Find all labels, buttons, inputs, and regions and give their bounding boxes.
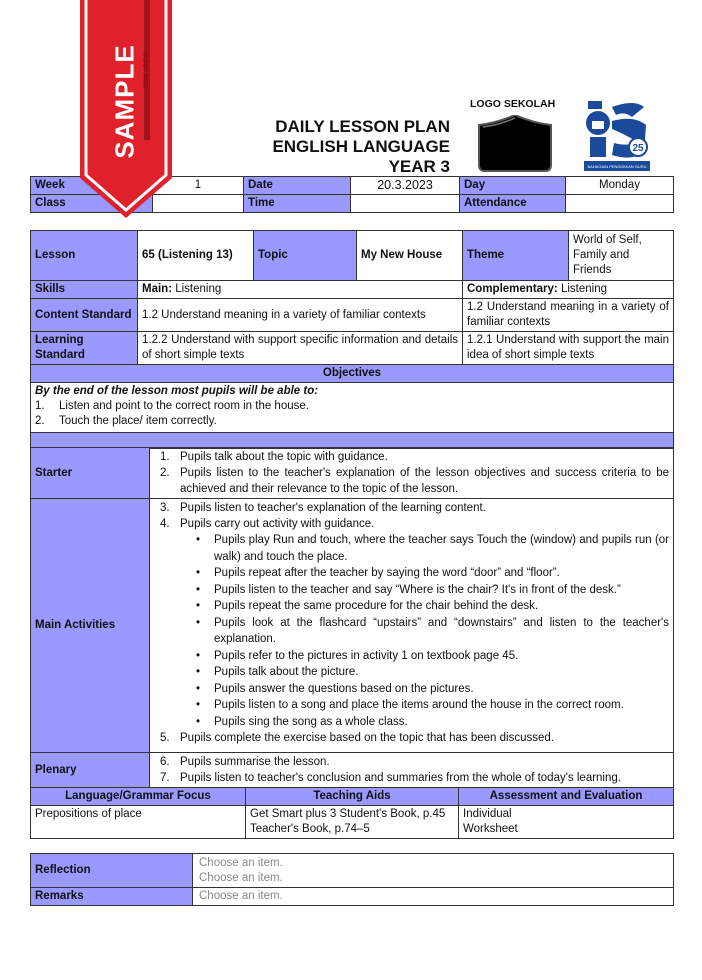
assessment-line: Worksheet [463,823,518,835]
main-prefix: Main: [142,283,173,295]
lesson-value: 65 (Listening 13) [138,231,254,281]
attendance-label: Attendance [460,195,566,213]
time-value[interactable] [351,195,460,213]
bullet-text: Pupils play Run and touch, where the teacher says Touch the (window) and pupils run (or walk) and touch the place. [214,534,669,563]
focus-table [30,787,674,839]
starter-body [150,448,674,499]
day-value[interactable]: Monday [566,177,674,195]
activity-bullet [154,532,669,565]
main-step [154,730,669,746]
reflection-table [30,853,674,906]
bullet-dot-icon: • [196,699,201,711]
focus-label: Language/Grammar Focus [31,788,246,806]
step-text: Pupils listen to teacher's conclusion and summaries from the whole of today's learning. [180,772,621,784]
activity-bullet [154,664,669,681]
lesson-label: Lesson [31,231,138,281]
page-title [230,117,450,177]
theme-value: World of Self, Family and Friends [569,231,674,281]
step-number: 3. [160,502,170,514]
content-standard-main: 1.2 Understand meaning in a variety of familiar contexts [138,299,463,332]
objectives-intro: By the end of the lesson most pupils will be able to: [35,385,319,397]
topic-value: My New House [357,231,463,281]
activity-bullet [154,582,669,599]
plenary-item [154,770,669,786]
step-number: 2. [160,467,170,479]
aids-value: Get Smart plus 3 Student's Book, p.45 Teacher's Book, p.74–5 [246,806,459,839]
step-number: 7. [160,772,170,784]
reflection-label: Reflection [31,854,193,888]
time-label: Time [244,195,351,213]
bullet-dot-icon: • [196,649,201,662]
focus-value: Prepositions of place [31,806,246,839]
step-text: Pupils listen to the teacher's explanation of the lesson objectives and success criteria to be achieved and their relevance to the topic of the lesson. [180,467,669,495]
bullet-dot-icon: • [196,666,201,678]
remarks-select[interactable]: Choose an item. [193,888,674,906]
school-logo-placeholder-icon [475,115,555,173]
objective-text: Listen and point to the correct room in the house. [59,400,309,412]
objective-number: 2. [35,415,45,427]
bullet-text: Pupils repeat the same procedure for the chair behind the desk. [214,600,539,612]
learning-standard-label: Learning Standard [31,332,138,365]
remarks-label: Remarks [31,888,193,906]
week-label: Week [31,177,153,195]
bullet-text: Pupils listen to a song and place the items around the house in the correct room. [214,699,624,711]
plenary-item [154,754,669,770]
assessment-line: Individual [463,808,512,820]
day-label: Day [460,177,566,195]
activity-bullet [154,714,669,731]
reflection-select[interactable]: Choose an item. [199,856,283,869]
theme-label: Theme [463,231,569,281]
activity-bullet [154,648,669,665]
step-text: Pupils talk about the topic with guidance. [180,451,388,463]
attendance-value[interactable] [566,195,674,213]
plenary-label: Plenary [31,753,150,788]
skills-label: Skills [31,281,138,299]
sample-ribbon [80,0,172,220]
date-value[interactable]: 20.3.2023 [351,177,460,195]
learning-standard-main: 1.2.2 Understand with support specific information and details of short simple texts [138,332,463,365]
objective-text: Touch the place/ item correctly. [59,415,217,427]
emblem-caption: BAHAGIAN PENDIDIKAN GURU [587,164,647,169]
content-standard-label: Content Standard [31,299,138,332]
plenary-body [150,753,674,788]
bullet-text: Pupils refer to the pictures in activity 1 on textbook page 45. [214,649,519,662]
skills-comp [463,281,674,299]
bullet-text: Pupils listen to the teacher and say “Where is the chair? It's in front of the desk.” [214,583,621,596]
step-number: 1. [160,451,170,463]
reflection-dropdowns [193,854,674,888]
ministry-emblem-icon [582,97,652,173]
activities-table [30,447,674,788]
title-line: DAILY LESSON PLAN [275,117,450,136]
bullet-dot-icon: • [196,715,201,728]
bullet-dot-icon: • [196,682,201,695]
starter-label: Starter [31,448,150,499]
step-number: 4. [160,518,170,530]
bullet-dot-icon: • [196,534,201,546]
content-standard-comp: 1.2 Understand meaning in a variety of familiar contexts [463,299,674,332]
objective-item [35,399,669,414]
step-text: Pupils summarise the lesson. [180,756,330,768]
objectives-header: Objectives [31,365,674,383]
aids-label: Teaching Aids [246,788,459,806]
objective-item [35,414,669,429]
bullet-dot-icon: • [196,567,201,579]
starter-item [154,449,669,465]
ribbon-small-text: ERMI ARIFIN [144,0,150,140]
comp-skill: Listening [560,283,607,295]
logo-label: LOGO SEKOLAH [470,98,556,110]
bullet-dot-icon: • [196,583,201,596]
main-activities-body [150,499,674,753]
main-skill: Listening [175,283,222,295]
bullet-dot-icon: • [196,600,201,612]
learning-standard-comp: 1.2.1 Understand with support the main idea of short simple texts [463,332,674,365]
assessment-label: Assessment and Evaluation [459,788,674,806]
activity-bullet [154,565,669,582]
main-step [154,516,669,532]
bullet-text: Pupils sing the song as a whole class. [214,715,408,728]
activity-bullet [154,697,669,714]
subtitle-line: ENGLISH LANGUAGE YEAR 3 [272,137,450,176]
reflection-select[interactable]: Choose an item. [199,871,283,884]
class-label: Class [31,195,153,213]
date-label: Date [244,177,351,195]
skills-main [138,281,463,299]
lesson-table [30,230,674,449]
activity-bullet [154,615,669,648]
bullet-text: Pupils repeat after the teacher by saying the word “door” and “floor”. [214,567,560,579]
assessment-value [459,806,674,839]
objective-number: 1. [35,400,45,412]
topic-label: Topic [254,231,357,281]
step-number: 5. [160,732,170,744]
step-text: Pupils listen to teacher's explanation of the learning content. [180,502,486,514]
objectives-body [31,383,674,433]
activity-bullet [154,598,669,615]
week-value[interactable]: 1 [153,177,244,195]
step-number: 6. [160,756,170,768]
comp-prefix: Complementary: [467,283,558,295]
activity-bullet [154,681,669,698]
bullet-text: Pupils look at the flashcard “upstairs” and “downstairs” and listen to the teacher's explanation. [214,616,669,645]
bullet-dot-icon: • [196,616,201,629]
ribbon-text: SAMPLE [109,44,140,159]
step-text: Pupils complete the exercise based on the topic that has been discussed. [180,732,554,744]
starter-item [154,465,669,497]
emblem-number: 25 [632,143,644,154]
bullet-text: Pupils talk about the picture. [214,666,359,678]
main-activities-label: Main Activities [31,499,150,753]
step-text: Pupils carry out activity with guidance. [180,518,375,530]
bullet-text: Pupils answer the questions based on the pictures. [214,682,474,695]
main-step [154,500,669,516]
